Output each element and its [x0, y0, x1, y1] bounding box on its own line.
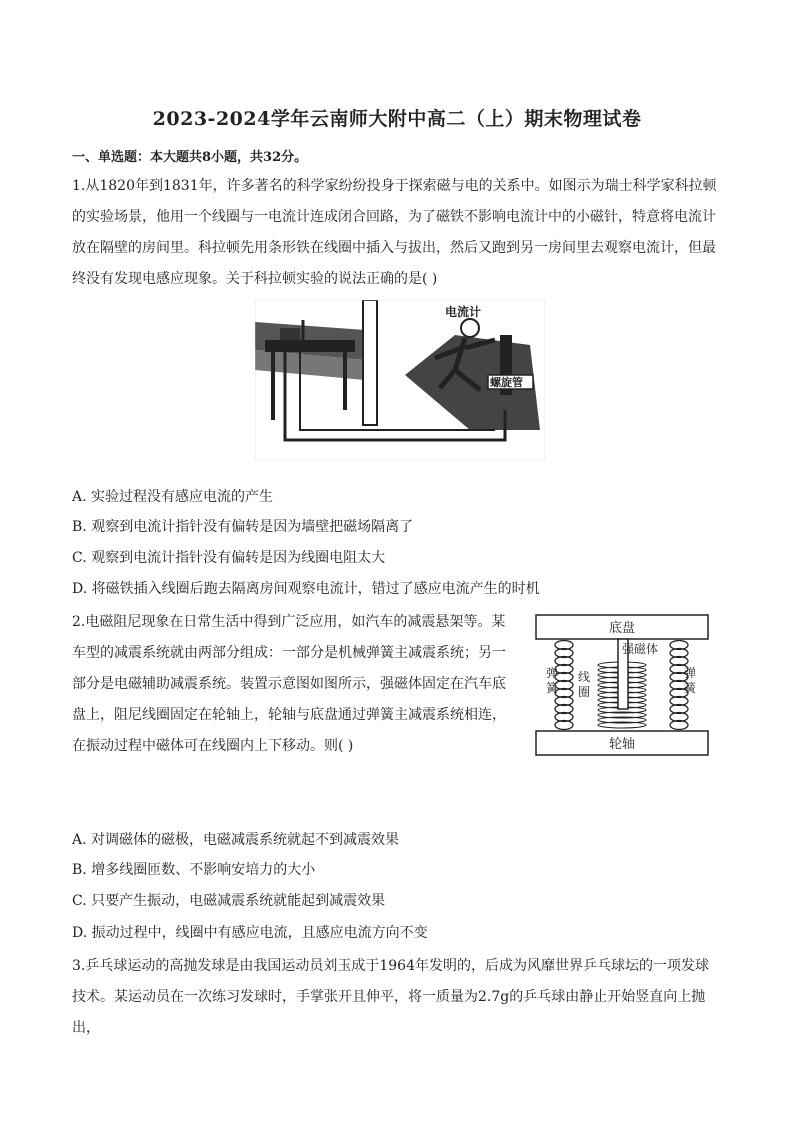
question-1-option-a: A. 实验过程没有感应电流的产生 — [72, 489, 274, 505]
question-2-figure — [534, 613, 712, 758]
section-heading: 一、单选题：本大题共8小题，共32分。 — [72, 150, 308, 165]
question-3-stem: 3.乒乓球运动的高抛发球是由我国运动员刘玉成于1964年发明的，后成为风靡世界乒乓球坛的一项发球技术。某运动员在一次练习发球时，手掌张开且伸平，将一质量为2.7g的乒乓球由静止开始竖直向上抛出， — [72, 958, 709, 1036]
page-title: 2023-2024学年云南师大附中高二（上）期末物理试卷 — [152, 108, 642, 130]
question-1-option-d: D. 将磁铁插入线圈后跑去隔离房间观察电流计，错过了感应电流产生的时机 — [72, 581, 540, 597]
galvanometer-label: 电流计 — [445, 305, 482, 319]
question-1-option-c: C. 观察到电流计指针没有偏转是因为线圈电阻太大 — [72, 550, 386, 566]
question-1-figure — [255, 300, 545, 460]
magnet-label: 强磁体 — [622, 642, 659, 656]
question-2-option-a: A. 对调磁体的磁极，电磁减震系统就起不到减震效果 — [72, 832, 400, 848]
question-2-option-b: B. 增多线圈匝数、不影响安培力的大小 — [72, 862, 316, 878]
chassis-label: 底盘 — [608, 621, 636, 636]
spring-left-label: 弹簧 — [546, 666, 559, 695]
question-1-stem: 1.从1820年到1831年，许多著名的科学家纷纷投身于探索磁与电的关系中。如图示为瑞士科学家科拉顿的实验场景，他用一个线圈与一电流计连成闭合回路，为了磁铁不影响电流计中的小磁针，特意将电流计放在隔壁的房间里。科拉顿先用条形铁在线圈中插入与拔出，然后又跑到另一房间里去观察电流计，但最终没有发现电感应现象。关于科拉顿实验的说法正确的是( ) — [72, 178, 717, 287]
axle-label: 轮轴 — [608, 737, 636, 752]
question-2-option-d: D. 振动过程中，线圈中有感应电流，且感应电流方向不变 — [72, 925, 428, 941]
coil-label: 线圈 — [578, 670, 591, 699]
question-2-stem: 2.电磁阻尼现象在日常生活中得到广泛应用，如汽车的减震悬架等。某车型的减震系统就由两部分组成：一部分是机械弹簧主减震系统；另一部分是电磁辅助减震系统。装置示意图如图所示，强磁体固定在汽车底盘上，阻尼线圈固定在轮轴上，轮轴与底盘通过弹簧主减震系统相连，在振动过程中磁体可在线圈内上下移动。则( ) — [72, 614, 506, 754]
question-1-option-b: B. 观察到电流计指针没有偏转是因为墙壁把磁场隔离了 — [72, 519, 414, 535]
question-2-option-c: C. 只要产生振动，电磁减震系统就能起到减震效果 — [72, 893, 386, 909]
solenoid-label: 螺旋管 — [490, 376, 523, 389]
spring-right-label: 弹簧 — [684, 666, 697, 695]
